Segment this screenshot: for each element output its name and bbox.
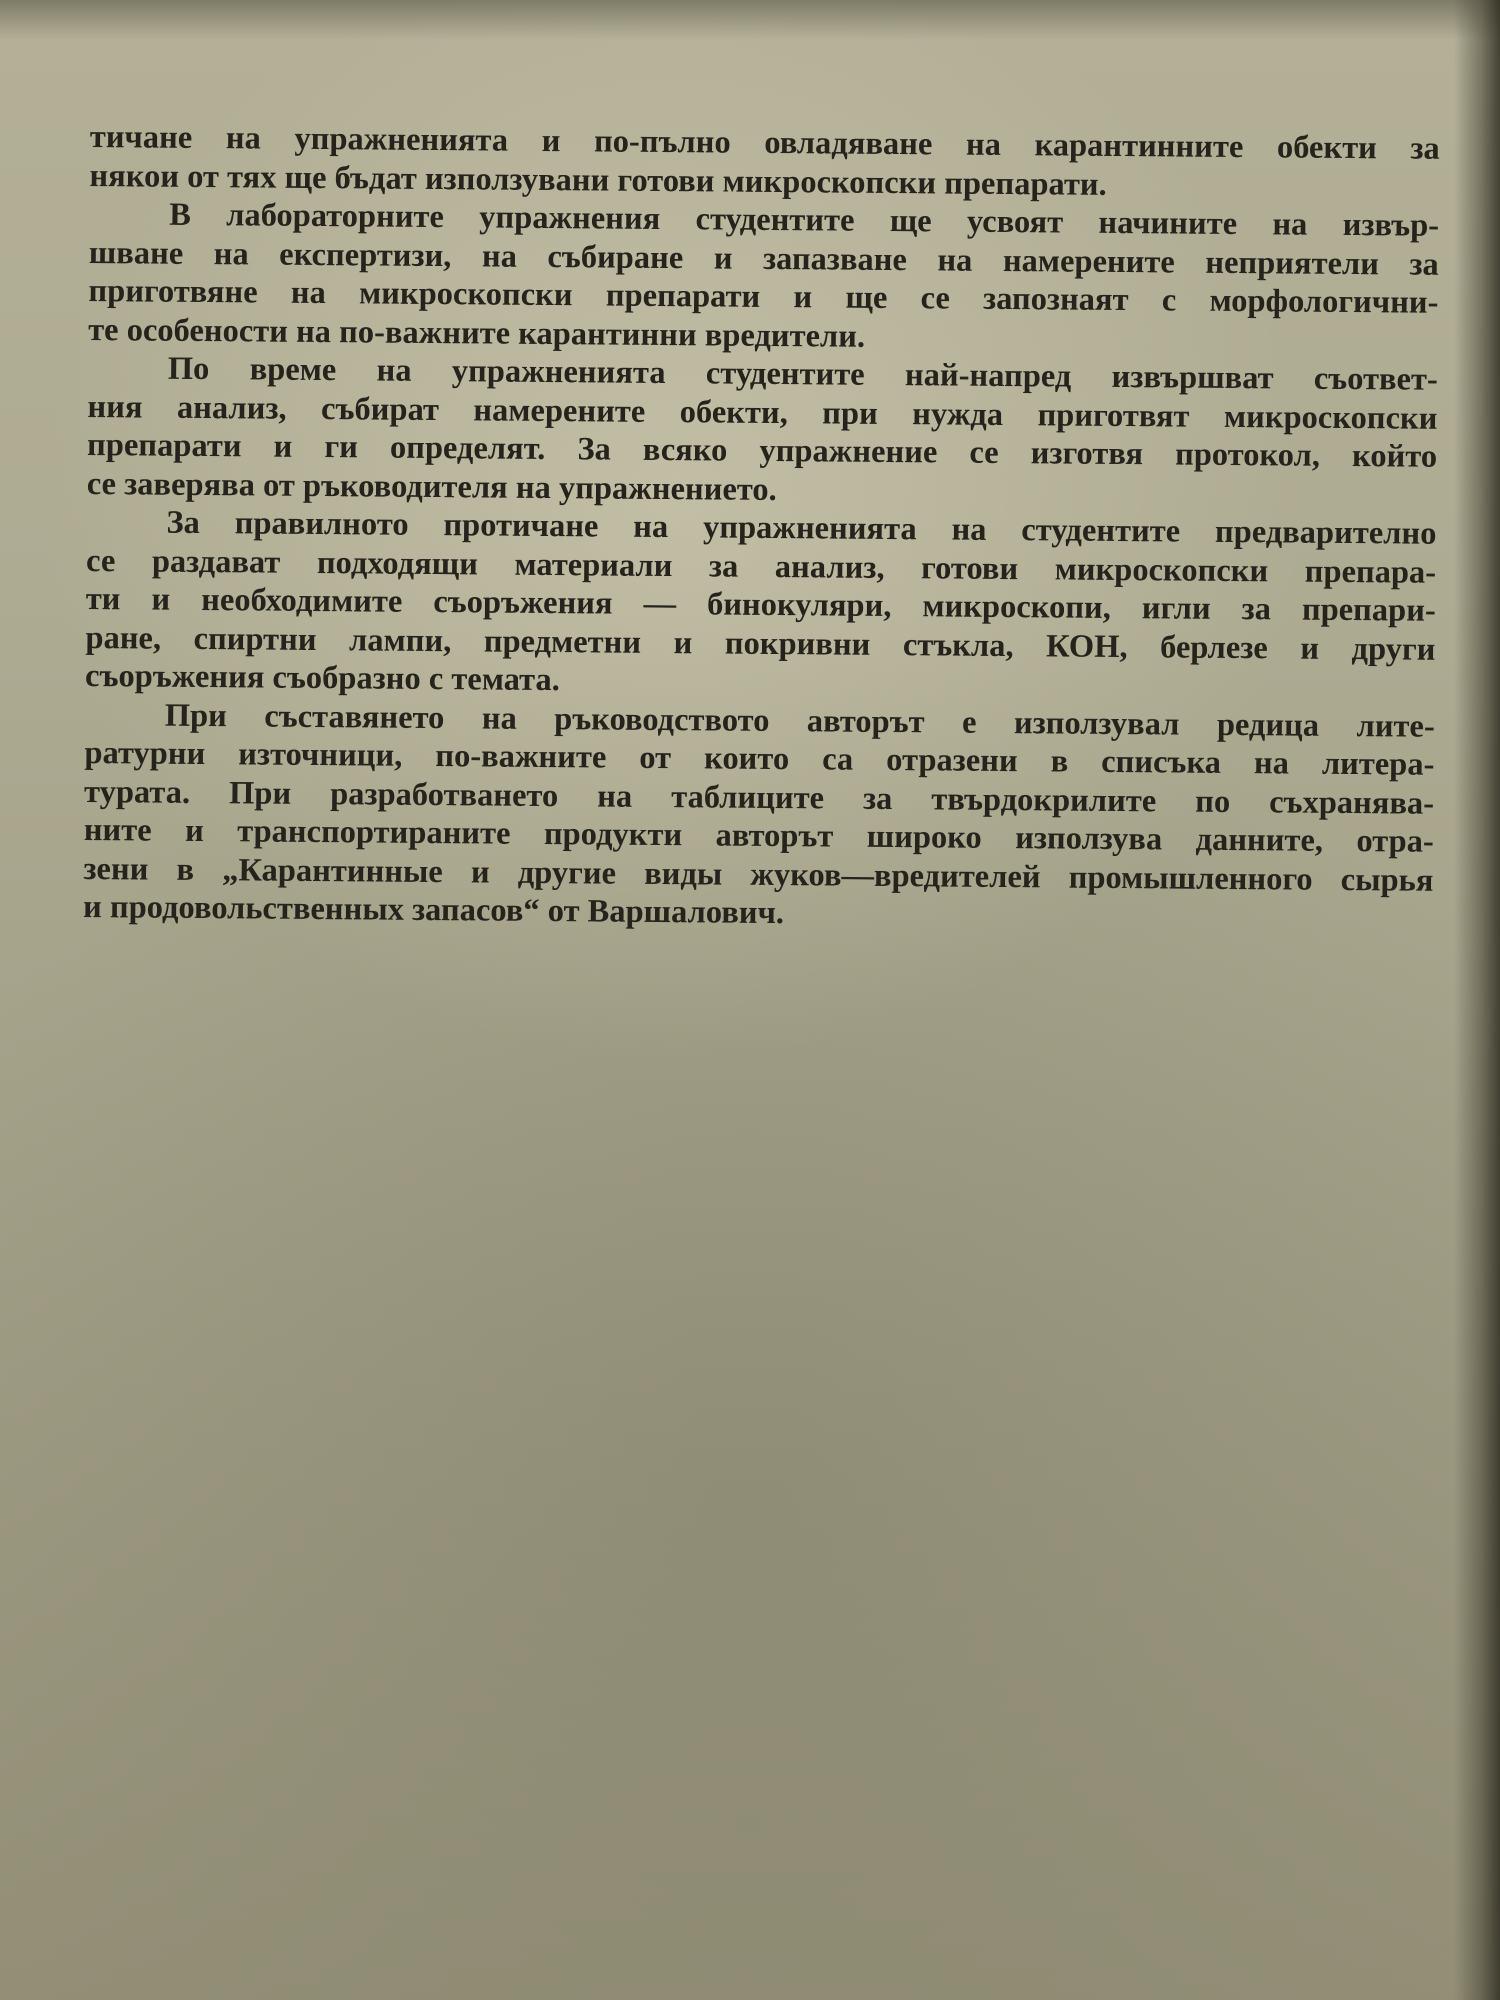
text-line: зени в „Карантинные и другие виды жуков—вредителей промышленного сырья xyxy=(83,850,1434,899)
page-shadow-right xyxy=(1454,0,1500,2000)
text-line: В лабораторните упражнения студентите ще усвоят начините на извър- xyxy=(169,196,1440,244)
text-line: За правилното протичане на упражненията на студентите предварително xyxy=(166,504,1437,552)
text-line: шване на експертизи, на събиране и запазване на намерените неприятели за xyxy=(88,234,1439,283)
text-line: ти и необходимите съоръжения — бинокуляри, микроскопи, игли за препари- xyxy=(85,580,1436,629)
text-line: турата. При разработването на таблиците за твърдокрилите по съхранява- xyxy=(83,773,1435,822)
text-line: ране, спиртни лампи, предметни и покривни стъкла, КОН, берлезе и други xyxy=(85,619,1436,668)
text-line: При съставянето на ръководството авторът е използувал редица лите- xyxy=(164,697,1435,745)
text-line: те особености на по-важните карантинни вредители. xyxy=(87,311,866,355)
page-text xyxy=(83,118,1440,938)
text-line: и продовольственных запасов“ от Варшалович. xyxy=(82,888,785,932)
text-line: приготвяне на микроскопски препарати и ще се запознаят с морфологични- xyxy=(88,272,1439,321)
text-line: се заверява от ръководителя на упражнението. xyxy=(86,465,777,508)
text-line: ния анализ, събират намерените обекти, при нужда приготвят микроскопски xyxy=(87,388,1438,437)
paragraph-4 xyxy=(85,503,1437,707)
text-line: препарати и ги определят. За всяко упражнение се изготвя протокол, който xyxy=(86,426,1438,475)
page-shadow-top xyxy=(0,0,1500,40)
paragraph-5 xyxy=(83,695,1435,938)
paragraph-2 xyxy=(88,195,1439,361)
text-line: ратурни източници, по-важните от които са отразени в списъка на литера- xyxy=(84,734,1435,783)
text-line: съоръжения съобразно с темата. xyxy=(84,657,561,699)
text-line: се раздават подходящи материали за анализ, готови микроскопски препара- xyxy=(85,542,1437,591)
text-line: някои от тях ще бъдат използувани готови микроскопски препарати. xyxy=(89,157,1107,203)
text-line: По време на упражненията студентите най-напред извършват съответ- xyxy=(167,350,1438,398)
paragraph-1 xyxy=(89,118,1440,207)
text-line: ните и транспортираните продукти авторът широко използува данните, отра- xyxy=(83,811,1434,860)
text-line: тичане на упражненията и по-пълно овладяване на карантинните обекти за xyxy=(89,118,1440,167)
paragraph-3 xyxy=(87,349,1438,515)
